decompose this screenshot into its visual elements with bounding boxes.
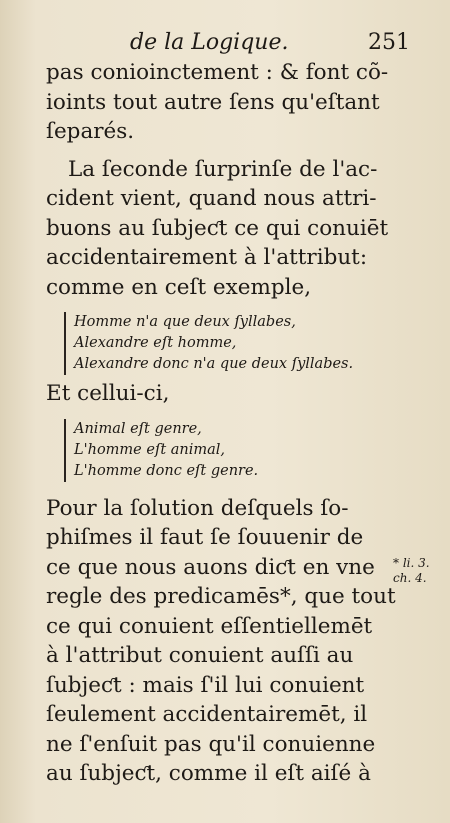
text-line: ce que nous auons diƈt en vne: [46, 554, 375, 580]
text-line: ſeparés.: [46, 119, 135, 144]
text-line: accidentairement à l'attribut:: [46, 245, 368, 270]
syllogism-example-1: [64, 312, 396, 375]
connector-line: Et cellui-ci,: [46, 381, 170, 406]
example-line: L'homme eſt animal,: [74, 441, 226, 458]
running-title: de la Logique.: [130, 30, 289, 55]
text-line: ſubjeƈt : mais ſ'il lui conuient: [46, 672, 365, 698]
example-line: Animal eſt genre,: [74, 420, 202, 437]
text-line: phiſmes il faut ſe ſouuenir de: [46, 525, 364, 550]
example-line: Alexandre donc n'a que deux ſyllabes.: [74, 356, 354, 372]
text-line: ne ſ'enſuit pas qu'il conuienne: [46, 731, 376, 757]
margin-note: [393, 556, 430, 586]
margin-note-line: * li. 3.: [393, 556, 430, 570]
syllogism-example-2: [64, 419, 396, 482]
example-line: Alexandre eſt homme,: [74, 335, 237, 351]
text-line: Pour la ſolution deſquels ſo-: [46, 495, 349, 521]
margin-note-line: ch. 4.: [393, 571, 427, 585]
text-line: La ſeconde ſurprinſe de l'ac-: [68, 156, 378, 182]
text-line: ſeulement accidentairemēt, il: [46, 702, 368, 727]
text-line: pas conioinctement : & font cõ-: [46, 60, 389, 85]
example-line: Homme n'a que deux ſyllabes,: [74, 314, 296, 330]
example-line: L'homme donc eſt genre.: [74, 462, 259, 479]
paragraph-1: [46, 58, 396, 147]
text-line: au ſubjeƈt, comme il eſt aiſé à: [46, 761, 371, 786]
text-line: buons au ſubjeƈt ce qui conuiēt: [46, 215, 389, 241]
text-line: regle des predicamēs*, que tout: [46, 584, 396, 609]
text-line: cident vient, quand nous attri-: [46, 186, 377, 211]
text-line: ce qui conuient eſſentiellemēt: [46, 613, 373, 639]
page-number: 251: [368, 30, 410, 55]
text-line: ioints tout autre ſens qu'eſtant: [46, 89, 380, 115]
running-header: [130, 30, 410, 55]
paragraph-3: [46, 494, 396, 789]
text-line: comme en ceſt exemple,: [46, 274, 312, 300]
text-line: à l'attribut conuient auſſi au: [46, 643, 354, 668]
paragraph-2: [46, 155, 396, 303]
page-body: [46, 58, 396, 789]
